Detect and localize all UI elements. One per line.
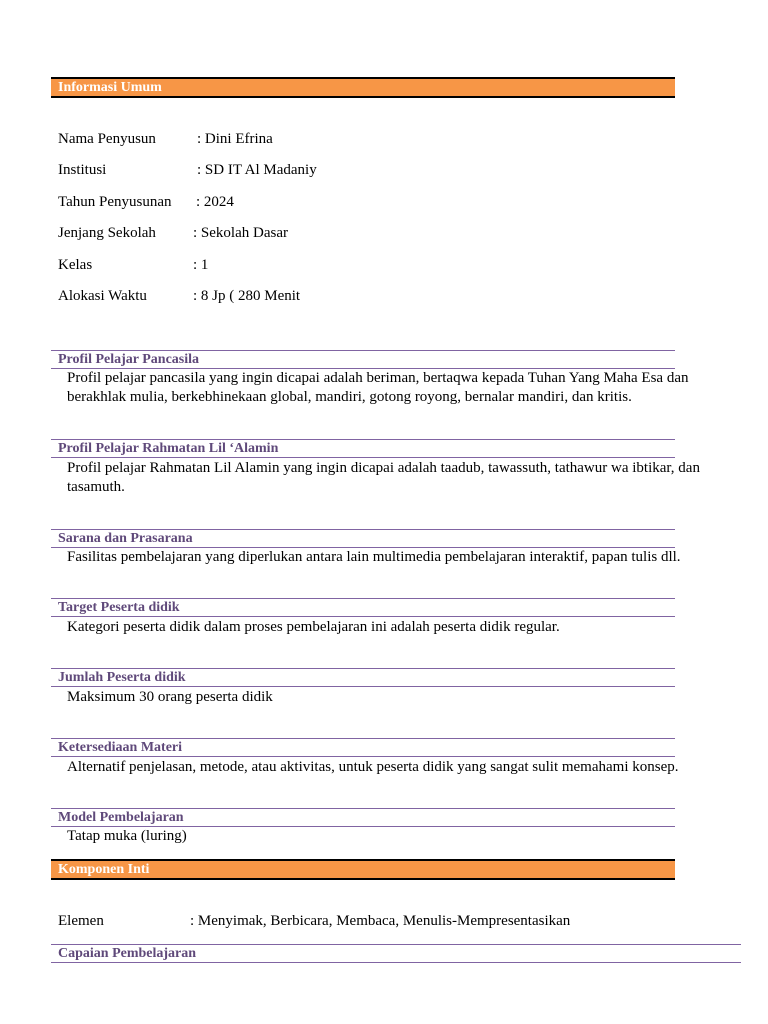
section-heading-profil-pancasila: Profil Pelajar Pancasila — [51, 350, 675, 369]
info-value-institusi: : SD IT Al Madaniy — [197, 162, 317, 178]
section-text-jumlah: Maksimum 30 orang peserta didik — [67, 689, 273, 705]
section-text-profil-pancasila-line1: Profil pelajar pancasila yang ingin dicapai adalah beriman, bertaqwa kepada Tuhan Yang Maha Esa dan — [67, 370, 689, 386]
section-heading-sarana: Sarana dan Prasarana — [51, 529, 675, 548]
section-heading-profil-rahmatan: Profil Pelajar Rahmatan Lil ‘Alamin — [51, 439, 675, 458]
section-heading-ketersediaan: Ketersediaan Materi — [51, 738, 675, 757]
elemen-label: Elemen — [58, 913, 104, 929]
info-label-alokasi: Alokasi Waktu — [58, 288, 147, 304]
section-text-target: Kategori peserta didik dalam proses pembelajaran ini adalah peserta didik regular. — [67, 619, 560, 635]
informasi-umum-header: Informasi Umum — [51, 77, 675, 98]
info-value-kelas: : 1 — [193, 257, 209, 273]
section-text-profil-rahmatan-line1: Profil pelajar Rahmatan Lil Alamin yang ingin dicapai adalah taadub, tawassuth, tathawur wa ibtikar, dan — [67, 460, 700, 476]
section-text-sarana: Fasilitas pembelajaran yang diperlukan antara lain multimedia pembelajaran interaktif, papan tulis dll. — [67, 549, 681, 565]
elemen-value: : Menyimak, Berbicara, Membaca, Menulis-Mempresentasikan — [190, 913, 571, 929]
info-value-jenjang: : Sekolah Dasar — [193, 225, 288, 241]
info-label-jenjang: Jenjang Sekolah — [58, 225, 156, 241]
info-value-alokasi: : 8 Jp ( 280 Menit — [193, 288, 301, 304]
komponen-inti-header: Komponen Inti — [51, 859, 675, 880]
section-text-model: Tatap muka (luring) — [67, 828, 187, 844]
info-label-institusi: Institusi — [58, 162, 107, 178]
section-heading-jumlah: Jumlah Peserta didik — [51, 668, 675, 687]
info-value-tahun: : 2024 — [196, 194, 234, 210]
section-heading-model: Model Pembelajaran — [51, 808, 675, 827]
section-text-profil-pancasila-line2: berakhlak mulia, berkebhinekaan global, mandiri, gotong royong, bernalar mandiri, dan kritis. — [67, 389, 632, 405]
section-heading-capaian: Capaian Pembelajaran — [51, 944, 741, 963]
info-label-kelas: Kelas — [58, 257, 93, 273]
section-heading-target: Target Peserta didik — [51, 598, 675, 617]
info-label-nama: Nama Penyusun — [58, 131, 156, 147]
section-text-profil-rahmatan-line2: tasamuth. — [67, 479, 125, 495]
info-label-tahun: Tahun Penyusunan — [58, 194, 172, 210]
info-value-nama: : Dini Efrina — [197, 131, 273, 147]
section-text-ketersediaan: Alternatif penjelasan, metode, atau aktivitas, untuk peserta didik yang sangat sulit memahami konsep. — [67, 759, 679, 775]
